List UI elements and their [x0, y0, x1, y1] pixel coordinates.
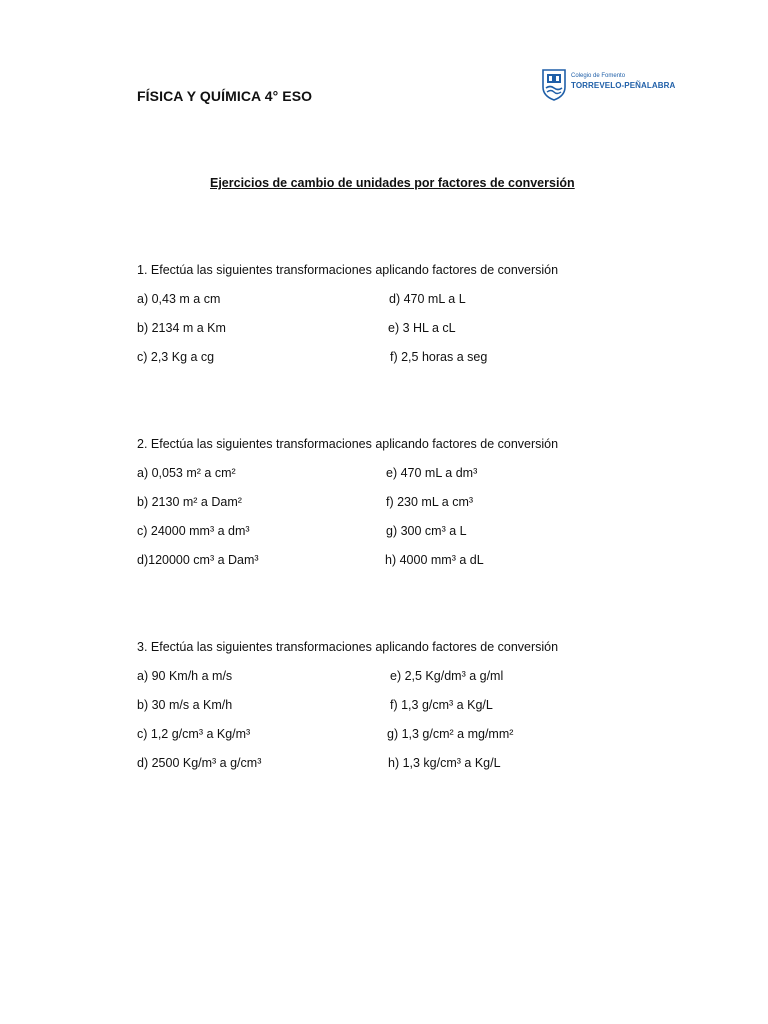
exercise-1-item-c: c) 2,3 Kg a cg	[137, 350, 215, 364]
exercise-2-item-f: f) 230 mL a cm³	[386, 495, 474, 509]
subject-title: FÍSICA Y QUÍMICA 4° ESO	[137, 88, 313, 104]
exercise-1-item-d: d) 470 mL a L	[389, 292, 466, 306]
exercise-2-item-b: b) 2130 m² a Dam²	[137, 495, 242, 509]
exercise-2-item-c: c) 24000 mm³ a dm³	[137, 524, 250, 538]
exercise-2-item-e: e) 470 mL a dm³	[386, 466, 478, 480]
exercise-1-item-b: b) 2134 m a Km	[137, 321, 226, 335]
exercise-1-item-e: e) 3 HL a cL	[388, 321, 456, 335]
exercise-2-item-d: d)120000 cm³ a Dam³	[137, 553, 259, 567]
exercise-2-item-h: h) 4000 mm³ a dL	[385, 553, 484, 567]
exercise-3-item-a: a) 90 Km/h a m/s	[137, 669, 233, 683]
exercise-3-item-c: c) 1,2 g/cm³ a Kg/m³	[137, 727, 251, 741]
exercise-2-heading: 2. Efectúa las siguientes transformaciones aplicando factores de conversión	[137, 437, 559, 451]
exercise-3-item-d: d) 2500 Kg/m³ a g/cm³	[137, 756, 262, 770]
exercise-1-item-f: f) 2,5 horas a seg	[390, 350, 488, 364]
exercise-3-item-f: f) 1,3 g/cm³ a Kg/L	[390, 698, 493, 712]
exercise-3-heading: 3. Efectúa las siguientes transformaciones aplicando factores de conversión	[137, 640, 559, 654]
school-logo	[541, 67, 676, 101]
crest-icon	[541, 67, 567, 101]
exercise-2-item-a: a) 0,053 m² a cm²	[137, 466, 236, 480]
exercise-2-item-g: g) 300 cm³ a L	[386, 524, 467, 538]
exercise-3-item-e: e) 2,5 Kg/dm³ a g/ml	[390, 669, 504, 683]
logo-small-text: Colegio de Fomento	[571, 73, 626, 79]
exercise-3-item-h: h) 1,3 kg/cm³ a Kg/L	[388, 756, 501, 770]
exercise-3-item-g: g) 1,3 g/cm² a mg/mm²	[387, 727, 514, 741]
logo-school-name: TORREVELO-PEÑALABRA	[571, 81, 676, 90]
exercise-1-item-a: a) 0,43 m a cm	[137, 292, 221, 306]
exercise-3-item-b: b) 30 m/s a Km/h	[137, 698, 233, 712]
worksheet-title: Ejercicios de cambio de unidades por factores de conversión	[210, 176, 575, 190]
exercise-1-heading: 1. Efectúa las siguientes transformaciones aplicando factores de conversión	[137, 263, 559, 277]
